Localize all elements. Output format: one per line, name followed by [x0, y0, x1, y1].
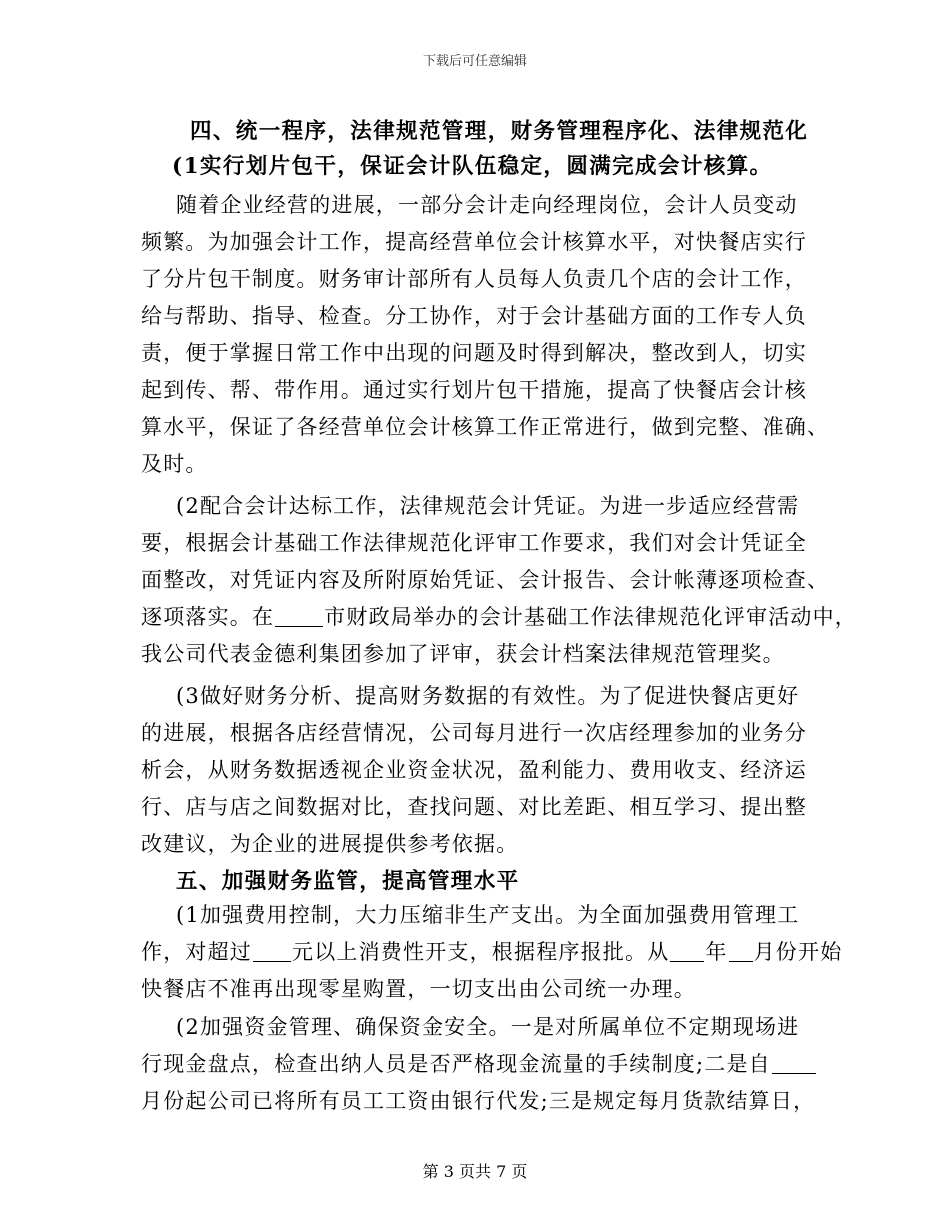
paragraph-line: 起到传、帮、带作用。通过实行划片包干措施，提高了快餐店会计核 — [141, 378, 807, 402]
paragraph-line: 了分片包干制度。财务审计部所有人员每人负责几个店的会计工作， — [141, 267, 807, 291]
text-run: 逐项落实。在 — [141, 605, 275, 629]
paragraph-line: 月份起公司已将所有员工工资由银行代发;三是规定每月货款结算日， — [141, 1089, 816, 1113]
paragraph-line — [141, 936, 842, 966]
section-heading-four: 四、统一程序，法律规范管理，财务管理程序化、法律规范化 — [190, 119, 809, 144]
paragraph-line: 改建议，为企业的进展提供参考依据。 — [141, 832, 519, 856]
paragraph-line: 快餐店不准再出现零星购置，一切支出由公司统一办理。 — [141, 977, 696, 1001]
text-run: 作，对超过 — [141, 940, 252, 964]
paragraph-line: 频繁。为加强会计工作，提高经营单位会计核算水平，对快餐店实行 — [141, 230, 807, 254]
section-heading-five: 五、加强财务监管，提高管理水平 — [176, 869, 520, 894]
paragraph-line: 行、店与店之间数据对比，查找问题、对比差距、相互学习、提出整 — [141, 795, 807, 819]
paragraph-line: (2配合会计达标工作，法律规范会计凭证。为进一步适应经营需 — [176, 494, 800, 518]
paragraph-line — [141, 1048, 817, 1078]
page-header-note: 下载后可任意编辑 — [422, 54, 527, 69]
subsection-title-1: (1实行划片包干，保证会计队伍稳定，圆满完成会计核算。 — [172, 154, 773, 179]
blank-underline — [772, 1053, 816, 1074]
text-run: 市财政局举办的会计基础工作法律规范化评审活动中， — [324, 605, 858, 629]
text-run: 月份开始 — [753, 940, 843, 964]
paragraph-line: (1加强费用控制，大力压缩非生产支出。为全面加强费用管理工 — [176, 903, 800, 927]
paragraph-line: 我公司代表金德利集团参加了评审，获会计档案法律规范管理奖。 — [141, 642, 785, 666]
paragraph-line: 析会，从财务数据透视企业资金状况，盈利能力、费用收支、经济运 — [141, 758, 807, 782]
paragraph-line: 责，便于掌握日常工作中出现的问题及时得到解决，整改到人，切实 — [141, 341, 807, 365]
paragraph-line: 的进展，根据各店经营情况，公司每月进行一次店经理参加的业务分 — [141, 721, 807, 745]
paragraph-line: (3做好财务分析、提高财务数据的有效性。为了促进快餐店更好 — [176, 684, 800, 708]
paragraph-line: 算水平，保证了各经营单位会计核算工作正常进行，做到完整、准确、 — [141, 415, 830, 439]
blank-underline — [729, 941, 753, 962]
text-run: 年 — [705, 940, 728, 964]
text-run: 元以上消费性开支，根据程序报批。从 — [292, 940, 670, 964]
blank-underline — [253, 941, 291, 962]
paragraph-line: 给与帮助、指导、检查。分工协作，对于会计基础方面的工作专人负 — [141, 304, 807, 328]
page-number-footer: 第 3 页共 7 页 — [422, 1162, 528, 1181]
paragraph-line: 随着企业经营的进展，一部分会计走向经理岗位，会计人员变动 — [176, 193, 798, 217]
text-run: 行现金盘点，检查出纳人员是否严格现金流量的手续制度;二是自 — [141, 1052, 771, 1076]
blank-underline — [275, 606, 323, 627]
paragraph-line: 面整改，对凭证内容及所附原始凭证、会计报告、会计帐薄逐项检查、 — [141, 568, 830, 592]
paragraph-line: (2加强资金管理、确保资金安全。一是对所属单位不定期现场进 — [176, 1015, 800, 1039]
paragraph-line: 及时。 — [141, 452, 208, 476]
paragraph-line — [141, 601, 857, 631]
blank-underline — [670, 941, 704, 962]
paragraph-line: 要，根据会计基础工作法律规范化评审工作要求，我们对会计凭证全 — [141, 531, 807, 555]
